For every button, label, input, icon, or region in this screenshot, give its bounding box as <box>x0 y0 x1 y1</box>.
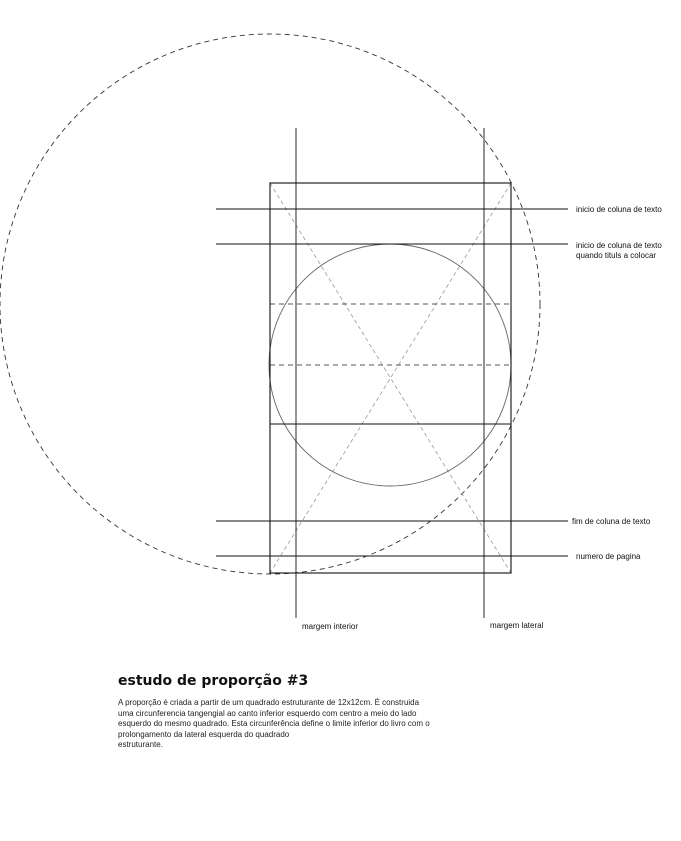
study-title: estudo de proporção #3 <box>118 673 309 689</box>
label-inicio-coluna: inicio de coluna de texto <box>576 205 662 214</box>
study-description <box>118 698 518 751</box>
description-line: estruturante. <box>118 740 163 749</box>
description-line: uma circunferencia tangengial ao canto inferior esquerdo com centro a meio do lado <box>118 708 417 718</box>
description-line: A proporção é criada a partir de um quadrado estruturante de 12x12cm. É construida <box>118 698 420 707</box>
description-line: esquerdo do mesmo quadrado. Esta circunferência define o limite inferior do livro com o <box>118 719 430 728</box>
label-numero-pagina: numero de pagina <box>576 552 641 561</box>
label-margem-lateral: margem lateral <box>490 621 544 630</box>
label-inicio-coluna-titulo-2: quando tituls a colocar <box>576 251 657 260</box>
label-fim-coluna: fim de coluna de texto <box>572 517 651 526</box>
description-line: prolongamento da lateral esquerda do quadrado <box>118 729 290 739</box>
label-margem-interior: margem interior <box>302 622 359 631</box>
label-inicio-coluna-titulo-1: inicio de coluna de texto <box>576 241 662 250</box>
